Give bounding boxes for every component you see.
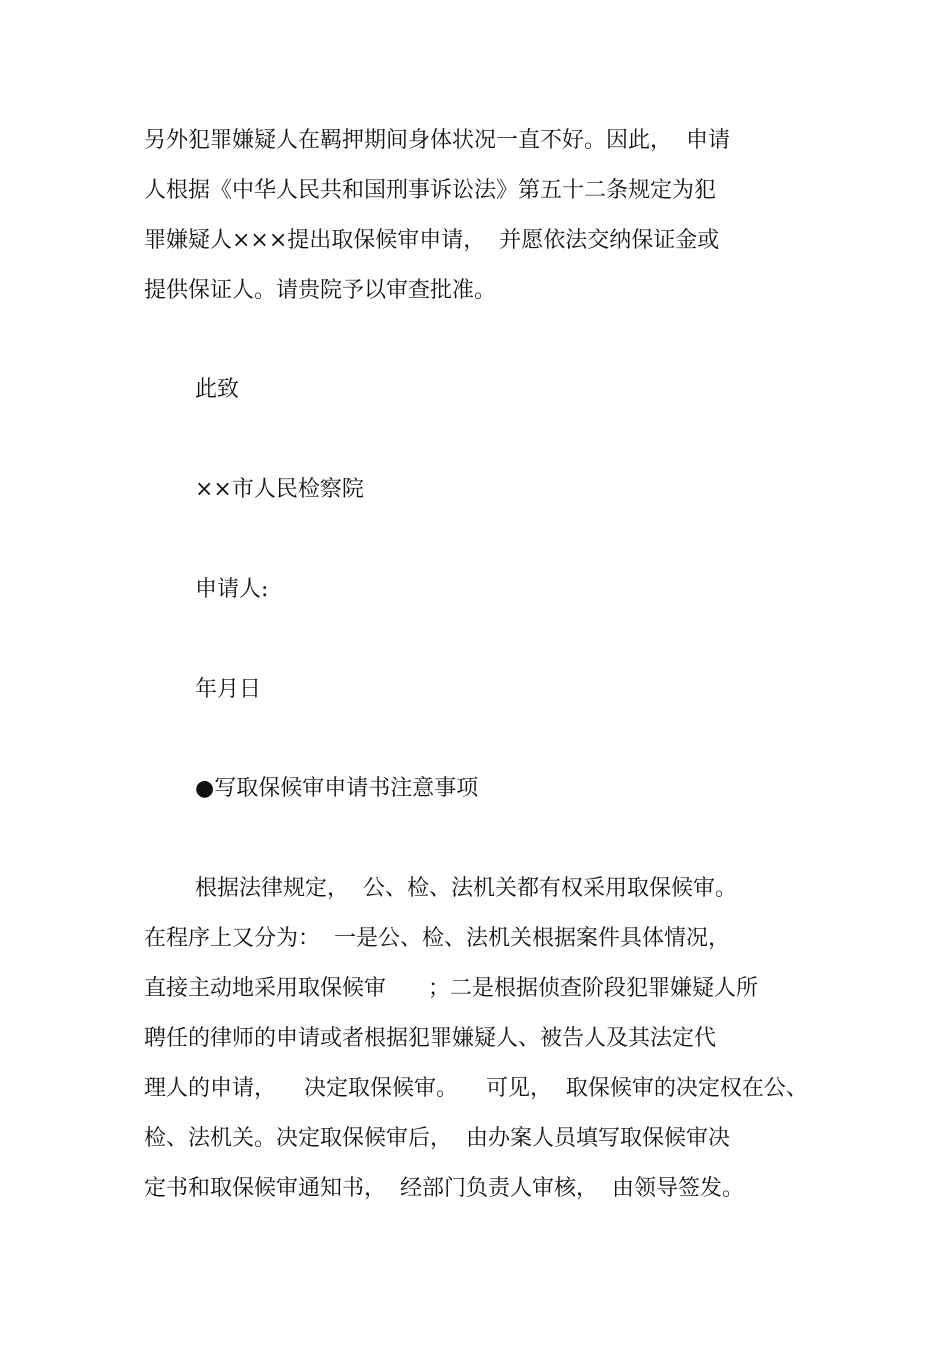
section-heading: ●写取保候审申请书注意事项 <box>195 776 479 801</box>
body-text-line: 人根据《中华人民共和国刑事诉讼法》第五十二条规定为犯 <box>144 178 717 203</box>
body-text-line: 定书和取保候审通知书， 经部门负责人审核， 由领导签发。 <box>144 1176 744 1201</box>
body-text-line: 另外犯罪嫌疑人在羁押期间身体状况一直不好。因此， 申请 <box>144 128 730 153</box>
applicant-label: 申请人: <box>195 577 269 602</box>
body-text-line: 聘任的律师的申请或者根据犯罪嫌疑人、被告人及其法定代 <box>144 1026 717 1051</box>
recipient: ××市人民检察院 <box>195 477 364 502</box>
body-text-line: 根据法律规定， 公、检、法机关都有权采用取保候审。 <box>195 876 737 901</box>
body-text-line: 罪嫌疑人×××提出取保候审申请， 并愿依法交纳保证金或 <box>144 228 720 253</box>
body-text-line: 直接主动地采用取保候审 ；二是根据侦查阶段犯罪嫌疑人所 <box>144 976 758 1001</box>
body-text-line: 理人的申请， 决定取保候审。 可见， 取保候审的决定权在公、 <box>144 1076 808 1101</box>
date-label: 年月日 <box>195 677 262 702</box>
salutation: 此致 <box>195 377 240 402</box>
body-text-line: 提供保证人。请贵院予以审查批准。 <box>144 278 497 303</box>
body-text-line: 在程序上又分为： 一是公、检、法机关根据案件具体情况， <box>144 926 730 951</box>
body-text-line: 检、法机关。决定取保候审后， 由办案人员填写取保候审决 <box>144 1126 730 1151</box>
